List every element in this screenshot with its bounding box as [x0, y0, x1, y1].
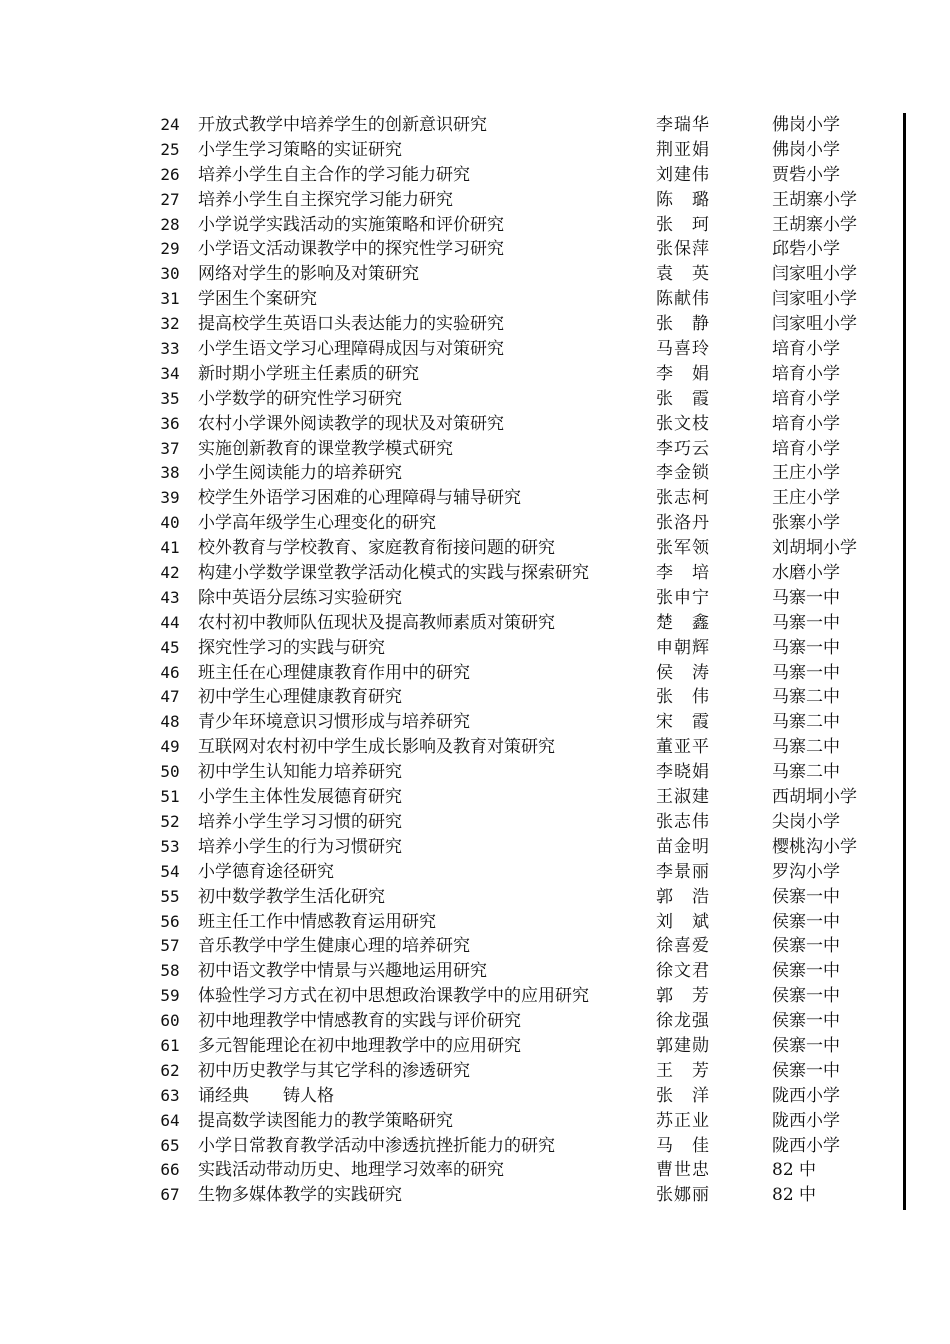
school-name: 培育小学: [772, 363, 840, 384]
table-row: [150, 910, 890, 935]
school-name: 马寨一中: [772, 637, 840, 658]
project-title: 提高校学生英语口头表达能力的实验研究: [198, 314, 504, 335]
table-row: [150, 262, 890, 287]
school-name: 佛岗小学: [772, 115, 840, 135]
table-row: [150, 163, 890, 188]
project-title: 构建小学数学课堂教学活动化模式的实践与探索研究: [198, 563, 589, 584]
author-name: 张志柯: [656, 488, 710, 509]
row-number: 56: [160, 911, 180, 931]
project-title: 多元智能理论在初中地理教学中的应用研究: [198, 1035, 521, 1056]
school-name: 刘胡垌小学: [772, 538, 857, 559]
table-row: [150, 1134, 890, 1159]
project-title: 小学生语文学习心理障碍成因与对策研究: [198, 339, 504, 360]
school-name: 82 中: [772, 1185, 817, 1206]
project-title: 农村初中教师队伍现状及提高教师素质对策研究: [198, 612, 555, 633]
table-row: [150, 735, 890, 760]
school-name: 闫家咀小学: [772, 289, 857, 310]
row-number: 67: [160, 1185, 180, 1205]
project-title: 探究性学习的实践与研究: [198, 637, 385, 658]
table-row: [150, 586, 890, 611]
project-title: 小学德育途径研究: [198, 861, 334, 882]
project-title: 小学语文活动课教学中的探究性学习研究: [198, 239, 504, 260]
project-title: 小学高年级学生心理变化的研究: [198, 513, 436, 534]
table-row: [150, 710, 890, 735]
author-name: 宋 霞: [656, 712, 710, 733]
school-name: 培育小学: [772, 388, 840, 409]
school-name: 王胡寨小学: [772, 214, 857, 235]
table-row: [150, 885, 890, 910]
school-name: 水磨小学: [772, 563, 840, 584]
school-name: 闫家咀小学: [772, 264, 857, 285]
table-row: [150, 237, 890, 262]
author-name: 董亚平: [656, 737, 710, 758]
table-row: [150, 362, 890, 387]
table-row: [150, 188, 890, 213]
project-title: 学困生个案研究: [198, 289, 317, 310]
school-name: 西胡垌小学: [772, 787, 857, 808]
project-title: 小学生学习策略的实证研究: [198, 139, 402, 160]
table-row: [150, 337, 890, 362]
school-name: 王庄小学: [772, 488, 840, 509]
project-title: 初中地理教学中情感教育的实践与评价研究: [198, 1011, 521, 1032]
school-name: 培育小学: [772, 339, 840, 360]
author-name: 陈献伟: [656, 289, 710, 310]
table-row: [150, 138, 890, 163]
table-row: [150, 113, 890, 138]
project-title: 除中英语分层练习实验研究: [198, 587, 402, 608]
author-name: 张申宁: [656, 587, 710, 608]
project-table: [150, 113, 890, 1208]
project-title: 体验性学习方式在初中思想政治课教学中的应用研究: [198, 986, 589, 1007]
table-row: [150, 685, 890, 710]
school-name: 马寨一中: [772, 662, 840, 683]
author-name: 申朝辉: [656, 637, 710, 658]
row-number: 48: [160, 712, 180, 732]
school-name: 侯寨一中: [772, 886, 840, 907]
author-name: 李巧云: [656, 438, 710, 459]
project-title: 校外教育与学校教育、家庭教育衔接问题的研究: [198, 538, 555, 559]
project-title: 小学生主体性发展德育研究: [198, 787, 402, 808]
school-name: 陇西小学: [772, 1135, 840, 1156]
row-number: 26: [160, 164, 180, 184]
row-number: 37: [160, 438, 180, 458]
school-name: 闫家咀小学: [772, 314, 857, 335]
school-name: 培育小学: [772, 438, 840, 459]
project-title: 青少年环境意识习惯形成与培养研究: [198, 712, 470, 733]
table-row: [150, 1109, 890, 1134]
school-name: 陇西小学: [772, 1085, 840, 1106]
school-name: 王庄小学: [772, 463, 840, 484]
table-row: [150, 312, 890, 337]
author-name: 郭 浩: [656, 886, 710, 907]
school-name: 罗沟小学: [772, 861, 840, 882]
author-name: 马 佳: [656, 1135, 710, 1156]
school-name: 培育小学: [772, 413, 840, 434]
school-name: 王胡寨小学: [772, 189, 857, 210]
author-name: 张洛丹: [656, 513, 710, 534]
row-number: 65: [160, 1135, 180, 1155]
project-title: 班主任在心理健康教育作用中的研究: [198, 662, 470, 683]
project-title: 互联网对农村初中学生成长影响及教育对策研究: [198, 737, 555, 758]
project-title: 初中学生心理健康教育研究: [198, 687, 402, 708]
row-number: 27: [160, 189, 180, 209]
author-name: 张娜丽: [656, 1185, 710, 1206]
author-name: 陈 璐: [656, 189, 710, 210]
author-name: 张 珂: [656, 214, 710, 235]
school-name: 贾砦小学: [772, 164, 840, 185]
row-number: 58: [160, 961, 180, 981]
author-name: 袁 英: [656, 264, 710, 285]
project-title: 网络对学生的影响及对策研究: [198, 264, 419, 285]
author-name: 李金锁: [656, 463, 710, 484]
author-name: 李 培: [656, 563, 710, 584]
row-number: 32: [160, 314, 180, 334]
author-name: 郭 芳: [656, 986, 710, 1007]
project-title: 培养小学生自主合作的学习能力研究: [198, 164, 470, 185]
row-number: 46: [160, 662, 180, 682]
school-name: 樱桃沟小学: [772, 836, 857, 857]
row-number: 25: [160, 139, 180, 159]
row-number: 44: [160, 612, 180, 632]
author-name: 徐文君: [656, 961, 710, 982]
table-row: [150, 461, 890, 486]
row-number: 43: [160, 587, 180, 607]
project-title: 班主任工作中情感教育运用研究: [198, 911, 436, 932]
author-name: 苗金明: [656, 836, 710, 857]
author-name: 荆亚娟: [656, 139, 710, 160]
row-number: 34: [160, 363, 180, 383]
author-name: 郭建勋: [656, 1035, 710, 1056]
author-name: 徐龙强: [656, 1011, 710, 1032]
row-number: 36: [160, 413, 180, 433]
author-name: 李瑞华: [656, 115, 710, 135]
row-number: 35: [160, 388, 180, 408]
row-number: 62: [160, 1060, 180, 1080]
author-name: 李景丽: [656, 861, 710, 882]
author-name: 李 娟: [656, 363, 710, 384]
project-title: 新时期小学班主任素质的研究: [198, 363, 419, 384]
author-name: 马喜玲: [656, 339, 710, 360]
row-number: 63: [160, 1085, 180, 1105]
project-title: 诵经典 铸人格: [198, 1085, 334, 1106]
school-name: 侯寨一中: [772, 961, 840, 982]
row-number: 64: [160, 1110, 180, 1130]
row-number: 66: [160, 1160, 180, 1180]
school-name: 佛岗小学: [772, 139, 840, 160]
row-number: 52: [160, 811, 180, 831]
project-title: 音乐教学中学生健康心理的培养研究: [198, 936, 470, 957]
project-title: 校学生外语学习困难的心理障碍与辅导研究: [198, 488, 521, 509]
table-row: [150, 810, 890, 835]
author-name: 张 霞: [656, 388, 710, 409]
table-row: [150, 835, 890, 860]
author-name: 张志伟: [656, 811, 710, 832]
table-row: [150, 636, 890, 661]
school-name: 马寨一中: [772, 612, 840, 633]
row-number: 55: [160, 886, 180, 906]
school-name: 马寨一中: [772, 587, 840, 608]
school-name: 张寨小学: [772, 513, 840, 534]
row-number: 33: [160, 339, 180, 359]
project-title: 小学生阅读能力的培养研究: [198, 463, 402, 484]
author-name: 张 静: [656, 314, 710, 335]
project-title: 初中学生认知能力培养研究: [198, 762, 402, 783]
author-name: 张保萍: [656, 239, 710, 260]
row-number: 47: [160, 687, 180, 707]
table-row: [150, 984, 890, 1009]
author-name: 王淑建: [656, 787, 710, 808]
author-name: 楚 鑫: [656, 612, 710, 633]
project-title: 小学日常教育教学活动中渗透抗挫折能力的研究: [198, 1135, 555, 1156]
author-name: 张 洋: [656, 1085, 710, 1106]
school-name: 邱砦小学: [772, 239, 840, 260]
table-row: [150, 213, 890, 238]
row-number: 24: [160, 115, 180, 134]
school-name: 马寨二中: [772, 737, 840, 758]
row-number: 54: [160, 861, 180, 881]
row-number: 59: [160, 986, 180, 1006]
row-number: 51: [160, 787, 180, 807]
author-name: 张文枝: [656, 413, 710, 434]
author-name: 曹世忠: [656, 1160, 710, 1181]
right-margin-rule: [903, 113, 906, 1210]
project-title: 小学数学的研究性学习研究: [198, 388, 402, 409]
project-title: 培养小学生学习习惯的研究: [198, 811, 402, 832]
table-row: [150, 1009, 890, 1034]
author-name: 张 伟: [656, 687, 710, 708]
row-number: 61: [160, 1035, 180, 1055]
row-number: 28: [160, 214, 180, 234]
table-row: [150, 412, 890, 437]
author-name: 刘 斌: [656, 911, 710, 932]
school-name: 侯寨一中: [772, 936, 840, 957]
table-row: [150, 760, 890, 785]
school-name: 侯寨一中: [772, 1011, 840, 1032]
project-title: 培养小学生自主探究学习能力研究: [198, 189, 453, 210]
row-number: 53: [160, 836, 180, 856]
row-number: 41: [160, 538, 180, 558]
table-row: [150, 437, 890, 462]
school-name: 尖岗小学: [772, 811, 840, 832]
table-row: [150, 785, 890, 810]
table-row: [150, 860, 890, 885]
row-number: 30: [160, 264, 180, 284]
school-name: 侯寨一中: [772, 1060, 840, 1081]
author-name: 侯 涛: [656, 662, 710, 683]
project-title: 小学说学实践活动的实施策略和评价研究: [198, 214, 504, 235]
school-name: 侯寨一中: [772, 1035, 840, 1056]
table-row: [150, 1059, 890, 1084]
project-title: 提高数学读图能力的教学策略研究: [198, 1110, 453, 1131]
row-number: 45: [160, 637, 180, 657]
row-number: 38: [160, 463, 180, 483]
school-name: 马寨二中: [772, 762, 840, 783]
table-row: [150, 536, 890, 561]
table-row: [150, 1183, 890, 1208]
school-name: 马寨二中: [772, 712, 840, 733]
project-title: 开放式教学中培养学生的创新意识研究: [198, 115, 487, 135]
project-title: 实践活动带动历史、地理学习效率的研究: [198, 1160, 504, 1181]
row-number: 31: [160, 289, 180, 309]
row-number: 40: [160, 513, 180, 533]
row-number: 60: [160, 1011, 180, 1031]
school-name: 马寨二中: [772, 687, 840, 708]
author-name: 李晓娟: [656, 762, 710, 783]
author-name: 刘建伟: [656, 164, 710, 185]
table-row: [150, 387, 890, 412]
row-number: 29: [160, 239, 180, 259]
project-title: 初中数学教学生活化研究: [198, 886, 385, 907]
table-row: [150, 661, 890, 686]
school-name: 82 中: [772, 1160, 817, 1181]
project-title: 初中语文教学中情景与兴趣地运用研究: [198, 961, 487, 982]
table-row: [150, 934, 890, 959]
row-number: 57: [160, 936, 180, 956]
table-row: [150, 287, 890, 312]
table-row: [150, 511, 890, 536]
row-number: 42: [160, 563, 180, 583]
project-title: 实施创新教育的课堂教学模式研究: [198, 438, 453, 459]
project-title: 初中历史教学与其它学科的渗透研究: [198, 1060, 470, 1081]
table-row: [150, 1158, 890, 1183]
project-title: 培养小学生的行为习惯研究: [198, 836, 402, 857]
row-number: 49: [160, 737, 180, 757]
table-row: [150, 486, 890, 511]
row-number: 39: [160, 488, 180, 508]
school-name: 侯寨一中: [772, 986, 840, 1007]
school-name: 侯寨一中: [772, 911, 840, 932]
table-row: [150, 1084, 890, 1109]
school-name: 陇西小学: [772, 1110, 840, 1131]
author-name: 张军领: [656, 538, 710, 559]
table-row: [150, 959, 890, 984]
project-title: 农村小学课外阅读教学的现状及对策研究: [198, 413, 504, 434]
author-name: 徐喜爱: [656, 936, 710, 957]
project-title: 生物多媒体教学的实践研究: [198, 1185, 402, 1206]
table-row: [150, 561, 890, 586]
row-number: 50: [160, 762, 180, 782]
table-row: [150, 1034, 890, 1059]
table-row: [150, 611, 890, 636]
author-name: 苏正业: [656, 1110, 710, 1131]
author-name: 王 芳: [656, 1060, 710, 1081]
